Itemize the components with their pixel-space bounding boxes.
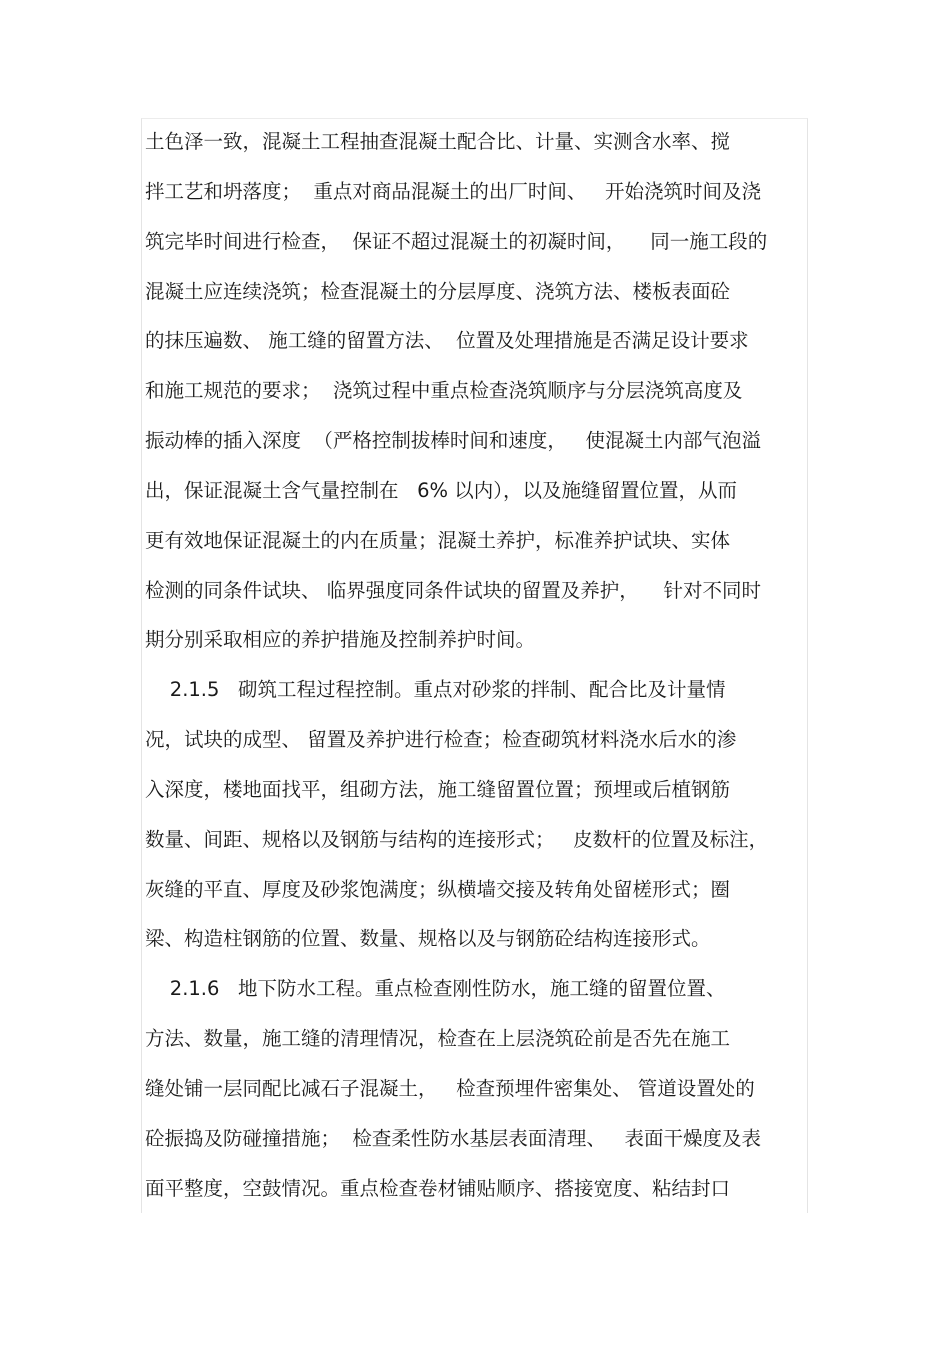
text-line: 期分别采取相应的养护措施及控制养护时间。 [145,628,536,651]
text-line: 数量、间距、规格以及钢筋与结构的连接形式； 皮数杆的位置及标注， [145,828,769,851]
text-line: 方法、数量，施工缝的清理情况，检查在上层浇筑砼前是否先在施工 [145,1027,731,1050]
text-line: 拌工艺和坍落度； 重点对商品混凝土的出厂时间、 开始浇筑时间及浇 [145,180,761,203]
text-line: 缝处铺一层同配比减石子混凝土， 检查预埋件密集处、 管道设置处的 [145,1077,755,1100]
section-heading-2-1-5: 2.1.5 砌筑工程过程控制。重点对砂浆的拌制、配合比及计量情 [145,678,726,701]
text-line: 入深度，楼地面找平，组砌方法，施工缝留置位置；预埋或后植钢筋 [145,778,731,801]
text-line: 灰缝的平直、厚度及砂浆饱满度；纵横墙交接及转角处留槎形式；圈 [145,878,731,901]
text-line: 面平整度，空鼓情况。重点检查卷材铺贴顺序、搭接宽度、粘结封口 [145,1177,731,1200]
text-line: 混凝土应连续浇筑；检查混凝土的分层厚度、浇筑方法、楼板表面砼 [145,280,731,303]
text-line: 砼振捣及防碰撞措施； 检查柔性防水基层表面清理、 表面干燥度及表 [145,1127,761,1150]
text-line: 况，试块的成型、 留置及养护进行检查；检查砌筑材料浇水后水的渗 [145,728,737,751]
text-line: 出，保证混凝土含气量控制在 6% 以内），以及施缝留置位置，从而 [145,479,737,502]
text-line: 和施工规范的要求； 浇筑过程中重点检查浇筑顺序与分层浇筑高度及 [145,379,743,402]
text-line: 筑完毕时间进行检查， 保证不超过混凝土的初凝时间， 同一施工段的 [145,230,768,253]
text-line: 更有效地保证混凝土的内在质量；混凝土养护，标准养护试块、实体 [145,529,731,552]
text-line: 振动棒的插入深度 （严格控制拔棒时间和速度， 使混凝土内部气泡溢 [145,429,761,452]
section-heading-2-1-6: 2.1.6 地下防水工程。重点检查刚性防水，施工缝的留置位置、 [145,977,726,1000]
text-line: 检测的同条件试块、 临界强度同条件试块的留置及养护， 针对不同时 [145,579,761,602]
text-line: 梁、构造柱钢筋的位置、数量、规格以及与钢筋砼结构连接形式。 [145,927,711,950]
text-line: 的抹压遍数、 施工缝的留置方法、 位置及处理措施是否满足设计要求 [145,329,749,352]
text-line: 土色泽一致，混凝土工程抽查混凝土配合比、计量、实测含水率、搅 [145,130,731,153]
